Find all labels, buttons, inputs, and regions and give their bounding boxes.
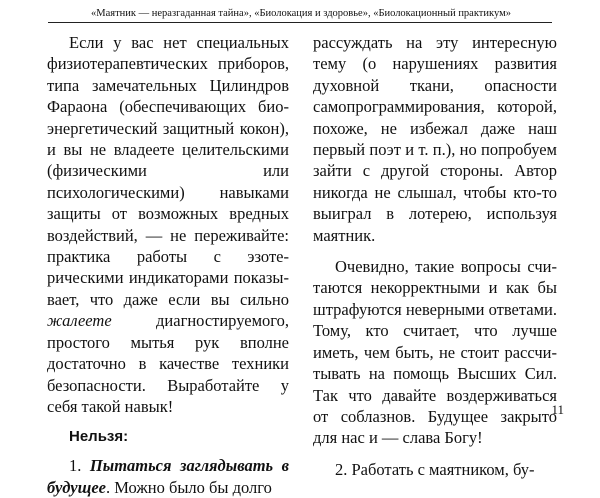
right-column bbox=[313, 32, 557, 480]
left-paragraph-1 bbox=[47, 32, 289, 417]
list-item-1 bbox=[47, 455, 289, 498]
left-paragraph-1-text-a: Если у вас нет специальных физиотерапевтических приборов, типа замечательных Цилиндров Фараона (обеспечивающих биоэнергетический защитный кокон), и вы не владеете целительскими (физическими или психологическими) навыками защиты от возможных вредных воздействий, — не переживайте: практика работы с эзотерическими индикаторами показывает, что даже если вы сильно bbox=[47, 33, 289, 309]
left-paragraph-1-text-b: диагностируемого, простого мытья рук вполне достаточно в качестве техники безопасности. Выработайте у себя такой навык! bbox=[47, 311, 289, 416]
list-item-1-number: 1. bbox=[69, 456, 90, 476]
right-paragraph-1: рассуждать на эту интересную тему (о нарушениях развития духовной ткани, опасности самопрограммирования, которой, похоже, не избежал даже наш первый поэт и т. п.), но попробуем зайти с другой стороны. Автор никогда не слышал, чтобы кто-то выиграл в лотерею, используя маятник. bbox=[313, 33, 557, 245]
running-header: «Маятник — неразгаданная тайна», «Биолокация и здоровье», «Биолокационный практикум» bbox=[91, 8, 511, 19]
section-subheading: Нельзя: bbox=[69, 428, 129, 446]
header-divider bbox=[48, 22, 552, 23]
page-number: 11 bbox=[551, 402, 564, 417]
list-item-1-emphasis: Пытаться заглядывать в будущее bbox=[47, 456, 289, 497]
right-paragraph-2: Очевидно, такие вопросы считаются некорректными и как бы штрафуются неверными ответами. Тому, кто считает, что лучше иметь, чем быть, не стоит рассчитывать на помощь Высших Сил. Так что давайте воздерживаться от соблазнов. Будущее закрыто для нас и — слава Богу! bbox=[313, 257, 557, 448]
list-item-2: 2. Работать с маятником, бу- bbox=[335, 459, 535, 479]
left-column bbox=[47, 32, 289, 498]
list-item-1-text: . Можно было бы долго bbox=[105, 477, 272, 497]
left-paragraph-1-emphasis: жалеете bbox=[47, 311, 112, 331]
